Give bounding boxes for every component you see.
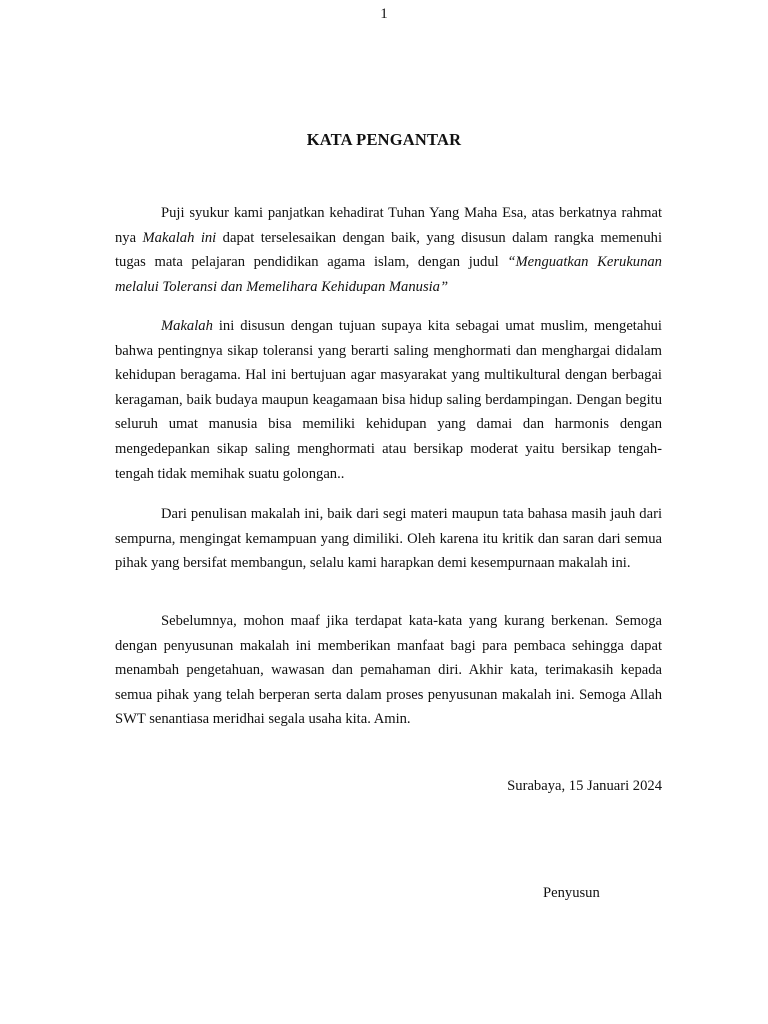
paragraph-4 xyxy=(115,609,662,732)
paragraph-1-part-a: Puji syukur kami panjatkan kehadirat Tuhan Yang Maha Esa, atas berkatnya rahmat nya xyxy=(115,205,662,246)
paragraph-1-text xyxy=(115,201,662,299)
paragraph-1-italic-judul: “Menguatkan Kerukunan melalui Toleransi dan Memelihara Kehidupan Manusia” xyxy=(115,254,662,295)
paragraph-1-part-c: dapat terselesaikan dengan baik, yang disusun dalam rangka memenuhi tugas mata pelajaran pendidikan agama islam, dengan judul xyxy=(115,229,662,271)
paragraph-2-part-b: ini disusun dengan tujuan supaya kita sebagai umat muslim, mengetahui bahwa pentingnya sikap toleransi yang berarti saling menghormati dan menghargai didalam kehidupan beragama. Hal ini bertujuan agar masyarakat yang multikultural dengan berbagai keragaman, baik budaya maupun keagamaan bisa hidup saling berdampingan. Dengan begitu seluruh umat manusia bisa memiliki kehidupan yang damai dan harmonis dengan mengedepankan sikap saling menghormati atau bersikap moderat yaitu bersikap tengah-tengah tidak memihak suatu golongan.. xyxy=(115,318,662,482)
document-title: KATA PENGANTAR xyxy=(306,130,462,149)
signer-label: Penyusun xyxy=(543,885,600,901)
paragraph-3-text: Dari penulisan makalah ini, baik dari segi materi maupun tata bahasa masih jauh dari sempurna, mengingat kemampuan yang dimiliki. Oleh karena itu kritik dan saran dari semua pihak yang bersifat membangun, selalu kami harapkan demi kesempurnaan makalah ini. xyxy=(115,506,662,572)
paragraph-1 xyxy=(115,201,662,299)
paragraph-3 xyxy=(115,502,662,576)
place-date: Surabaya, 15 Januari 2024 xyxy=(507,778,662,794)
paragraph-2-text xyxy=(115,314,662,486)
paragraph-1-italic-makalah-ini: Makalah ini xyxy=(142,229,217,246)
paragraph-4-text: Sebelumnya, mohon maaf jika terdapat kata-kata yang kurang berkenan. Semoga dengan penyusunan makalah ini memberikan manfaat bagi para pembaca sehingga dapat menambah pengetahuan, wawasan dan pemahaman diri. Akhir kata, terimakasih kepada semua pihak yang telah berperan serta dalam proses penyusunan makalah ini. Semoga Allah SWT senantiasa meridhai segala usaha kita. Amin. xyxy=(115,613,662,728)
paragraph-2 xyxy=(115,314,662,486)
paragraph-2-italic-makalah: Makalah xyxy=(161,318,213,334)
page-number: 1 xyxy=(380,6,388,22)
